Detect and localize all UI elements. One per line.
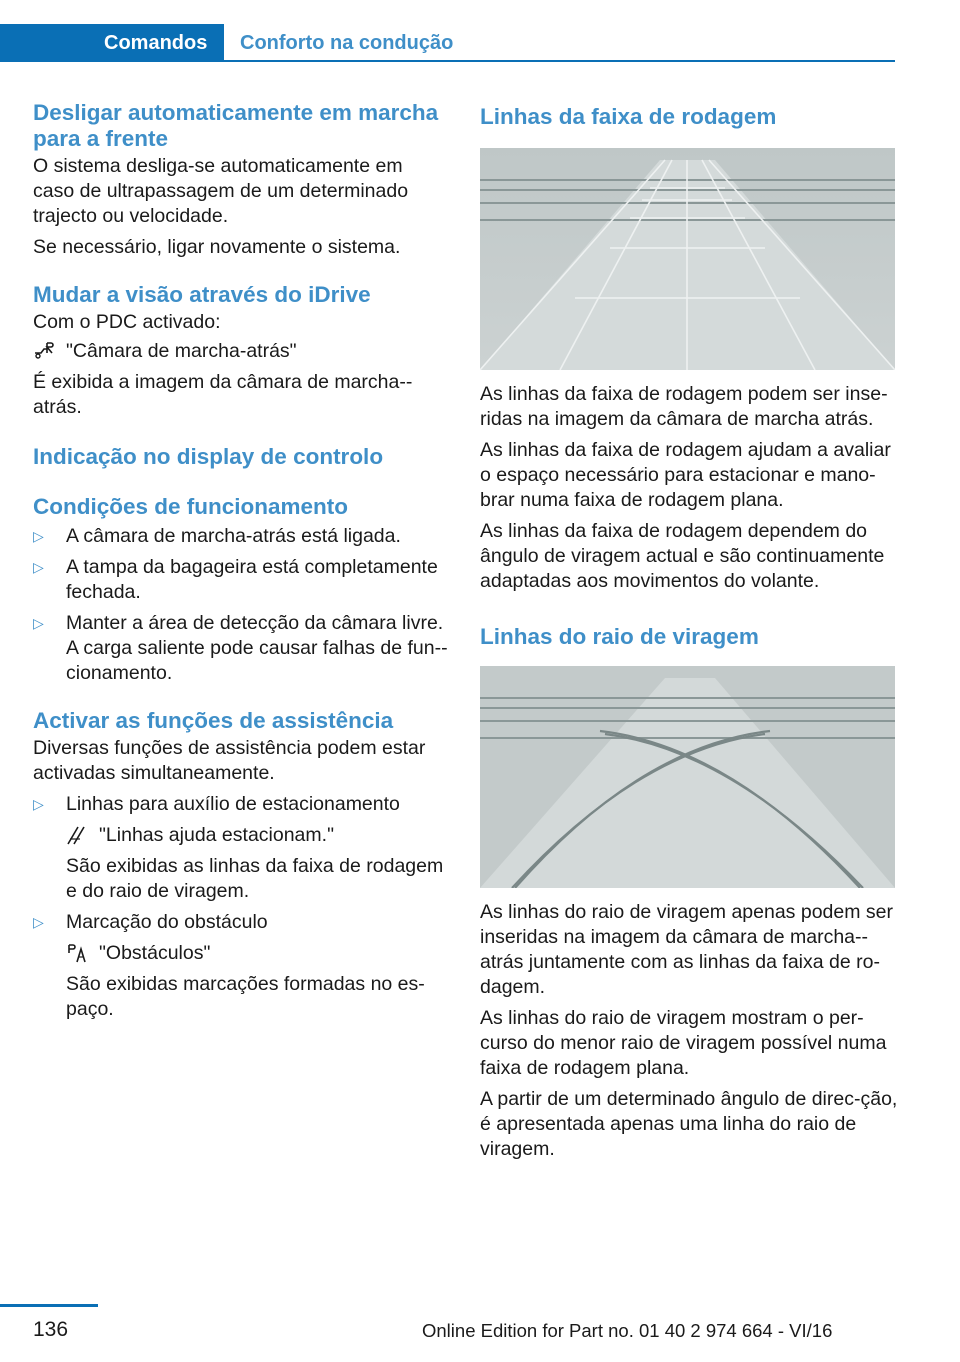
- turn-paragraph-2: As linhas do raio de viragem mostram o per-curso do menor raio de viragem possível numa faixa de rodagem plana.: [480, 1007, 887, 1079]
- rear-camera-icon: [33, 341, 55, 361]
- bullet-triangle-icon: ▷: [33, 528, 44, 544]
- heading-turn-lines: Linhas do raio de viragem: [480, 624, 759, 649]
- paragraph-restart: Se necessário, ligar novamente o sistema.: [33, 236, 401, 258]
- condition-item: ▷ A tampa da bagageira está completamente fechada.: [33, 556, 438, 603]
- paragraph-pdc: Com o PDC activado:: [33, 311, 221, 333]
- right-column: [480, 100, 900, 1162]
- heading-auto-off: Desligar automaticamente em marcha para a frente: [33, 100, 439, 151]
- lane-paragraph-2: As linhas da faixa de rodagem ajudam a avaliar o espaço necessário para estacionar e mano-brar numa faixa de rodagem plana.: [480, 439, 891, 511]
- assist-item-parking-lines: ▷ Linhas para auxílio de estacionamento "Linhas ajuda estacionam." São exibidas as linhas da faixa de rodagem e do raio de viragem.: [33, 792, 448, 904]
- header-divider: [0, 60, 895, 62]
- heading-lane-lines: Linhas da faixa de rodagem: [480, 104, 777, 129]
- left-column: [33, 100, 448, 1022]
- turn-paragraph-3: A partir de um determinado ângulo de direc-ção, é apresentada apenas uma linha do raio de viragem.: [480, 1088, 898, 1160]
- parking-lines-desc: São exibidas as linhas da faixa de rodagem e do raio de viragem.: [66, 855, 444, 902]
- heading-change-view: Mudar a visão através do iDrive: [33, 282, 371, 307]
- bullet-triangle-icon: ▷: [33, 914, 44, 930]
- camera-menu-item[interactable]: [33, 339, 448, 364]
- parking-lines-menu-item[interactable]: "Linhas ajuda estacionam.": [66, 823, 448, 848]
- tab-comandos[interactable]: Comandos: [0, 24, 224, 62]
- assist-item-obstacle: ▷ Marcação do obstáculo "Obstáculos" São exibidas marcações formadas no es-paço.: [33, 910, 448, 1022]
- heading-assist: Activar as funções de assistência: [33, 708, 394, 733]
- heading-conditions: Condições de funcionamento: [33, 494, 349, 519]
- camera-menu-label: "Câmara de marcha-atrás": [66, 340, 297, 362]
- turn-lines-figure: [480, 666, 895, 888]
- tab-conforto-na-conducao[interactable]: Conforto na condução: [240, 32, 454, 54]
- bullet-triangle-icon: ▷: [33, 796, 44, 812]
- turn-paragraph-1: As linhas do raio de viragem apenas podem ser inseridas na imagem da câmara de marcha--atrás juntamente com as linhas da faixa de ro-dagem.: [480, 901, 893, 998]
- lane-paragraph-1: As linhas da faixa de rodagem podem ser inse-ridas na imagem da câmara de marcha atrás.: [480, 383, 888, 430]
- edition-footer: Online Edition for Part no. 01 40 2 974 664 - VI/16: [422, 1320, 833, 1341]
- lane-lines-figure: [480, 148, 895, 370]
- parking-lines-icon: [66, 825, 88, 845]
- page-number: 136: [33, 1318, 69, 1341]
- condition-item: ▷ Manter a área de detecção da câmara livre. A carga saliente pode causar falhas de fun--cionamento.: [33, 612, 448, 684]
- bullet-triangle-icon: ▷: [33, 559, 44, 575]
- turn-lines-illustration: [480, 666, 895, 888]
- paragraph-assist: Diversas funções de assistência podem estar activadas simultaneamente.: [33, 737, 426, 784]
- heading-display: Indicação no display de controlo: [33, 444, 384, 469]
- lane-paragraph-3: As linhas da faixa de rodagem dependem do ângulo de viragem actual e são continuamente adaptadas aos movimentos do volante.: [480, 520, 885, 592]
- paragraph-auto-off: O sistema desliga-se automaticamente em caso de ultrapassagem de um determinado trajecto ou velocidade.: [33, 155, 409, 227]
- footer-divider: [0, 1304, 98, 1307]
- bullet-triangle-icon: ▷: [33, 615, 44, 631]
- paragraph-camera-shown: É exibida a imagem da câmara de marcha--atrás.: [33, 371, 413, 418]
- obstacle-desc: São exibidas marcações formadas no es-paço.: [66, 973, 425, 1020]
- obstacle-menu-item[interactable]: "Obstáculos": [66, 941, 448, 966]
- obstacle-marking-icon: [66, 943, 88, 963]
- condition-item: ▷ A câmara de marcha-atrás está ligada.: [33, 525, 401, 547]
- lane-lines-illustration: [480, 148, 895, 370]
